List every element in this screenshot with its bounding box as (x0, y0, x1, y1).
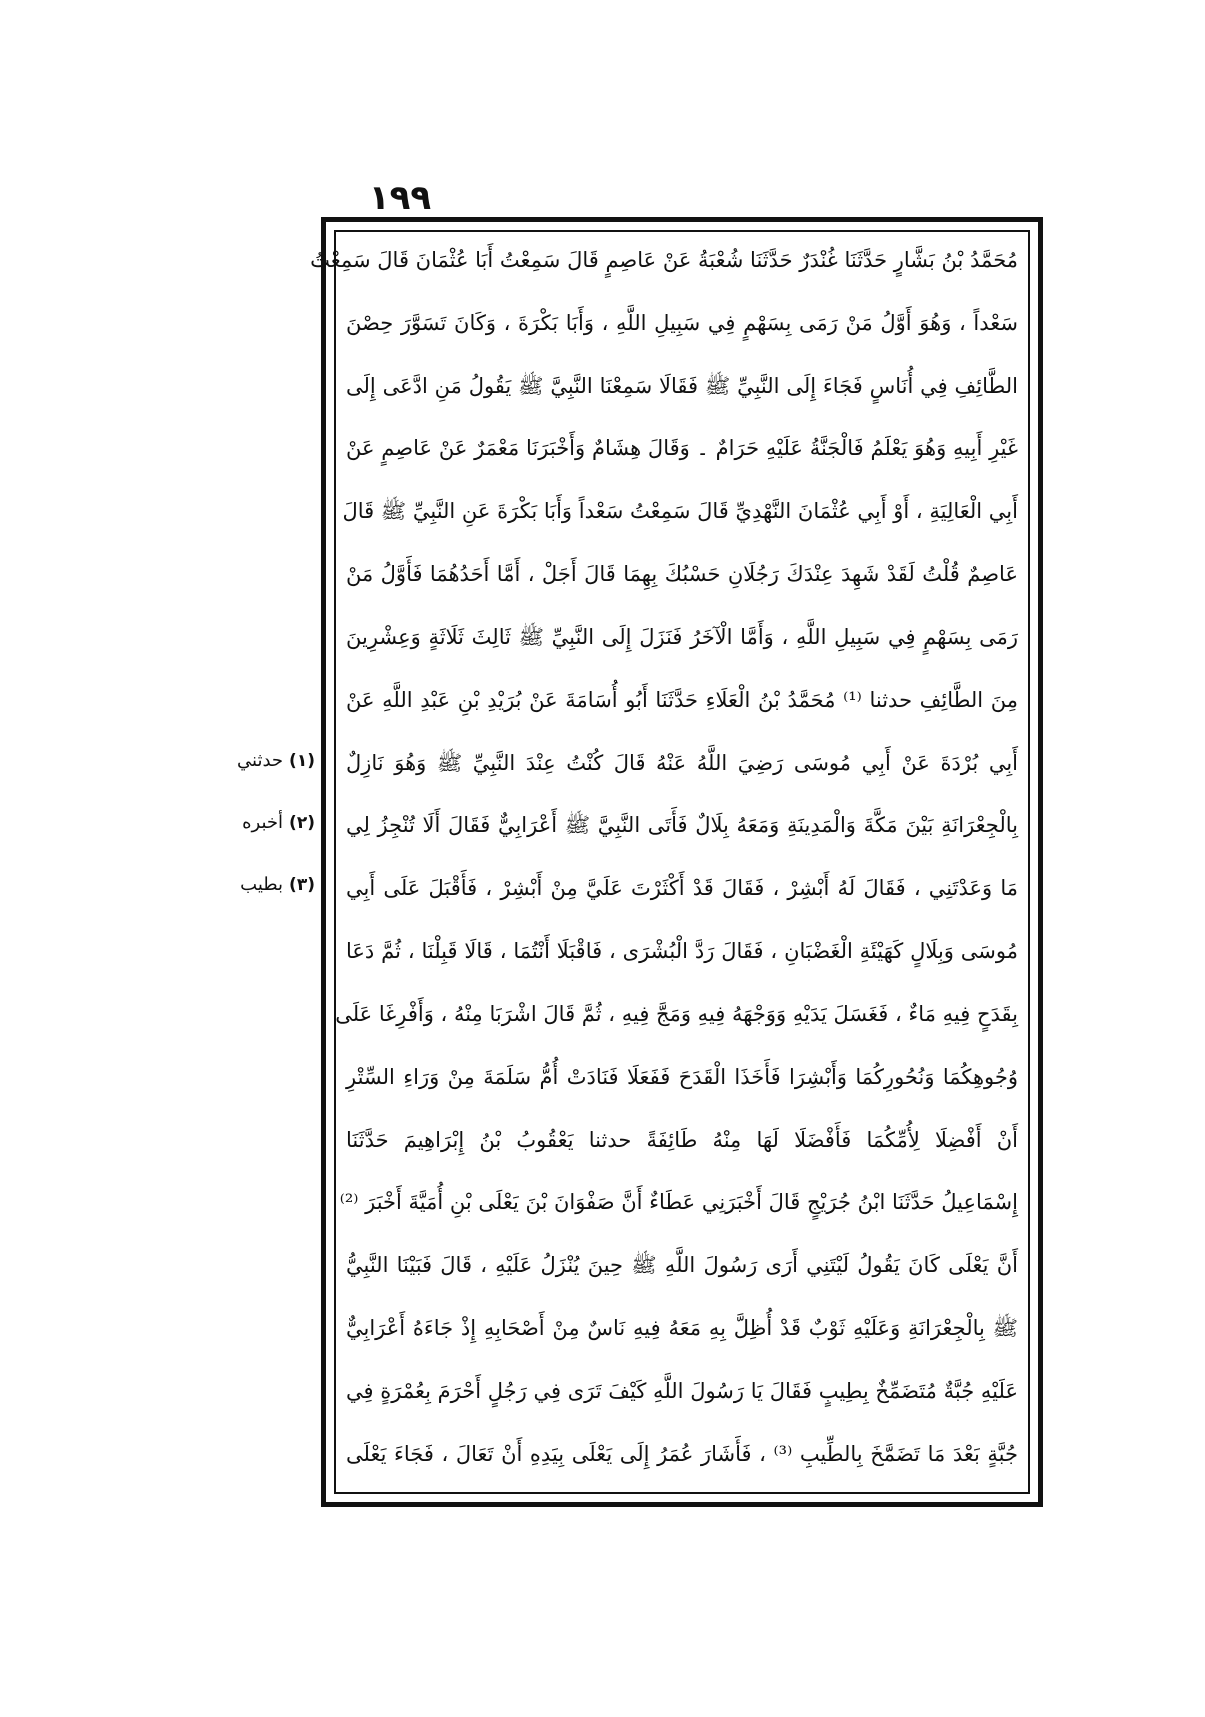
text-line: مِنَ الطَّائِفِ حدثنا ⁽¹⁾ مُحَمَّدُ بْنُ الْعَلَاءِ حَدَّثَنَا أَبُو أُسَامَةَ عَنْ بُرَيْدِ بْنِ عَبْدِ اللَّهِ عَنْ (346, 687, 1018, 712)
text-line: مُوسَى وَبِلَالٍ كَهَيْئَةِ الْغَضْبَانِ ، فَقَالَ رَدَّ الْبُشْرَى ، فَاقْبَلَا أَنْتُمَا ، قَالَا قَبِلْنَا ، ثُمَّ دَعَا (346, 939, 1018, 964)
margin-note-text: حدثني (237, 750, 284, 771)
text-line: أَنَّ يَعْلَى كَانَ يَقُولُ لَيْتَنِي أَرَى رَسُولَ اللَّهِ ﷺ حِينَ يُنْزَلُ عَلَيْهِ ، قَالَ فَبَيْنَا النَّبِيُّ (346, 1253, 1018, 1278)
margin-note-number: (٢) (289, 813, 315, 833)
text-line: إِسْمَاعِيلُ حَدَّثَنَا ابْنُ جُرَيْجٍ قَالَ أَخْبَرَنِي عَطَاءٌ أَنَّ صَفْوَانَ بْنَ يَعْلَى بْنِ أُمَيَّةَ أَخْبَرَ ⁽²⁾ (339, 1190, 1018, 1215)
text-line: ﷺ بِالْجِعْرَانَةِ وَعَلَيْهِ ثَوْبٌ قَدْ أُظِلَّ بِهِ مَعَهُ فِيهِ نَاسٌ مِنْ أَصْحَابِهِ إِذْ جَاءَهُ أَعْرَابِيٌّ (346, 1316, 1018, 1341)
text-line: وُجُوهِكُمَا وَنُحُورِكُمَا وَأَبْشِرَا فَأَخَذَا الْقَدَحَ فَفَعَلَا فَنَادَتْ أُمُّ سَلَمَةَ مِنْ وَرَاءِ السِّتْرِ (346, 1064, 1018, 1089)
text-line: عَلَيْهِ جُبَّةٌ مُتَضَمِّخٌ بِطِيبٍ فَقَالَ يَا رَسُولَ اللَّهِ كَيْفَ تَرَى فِي رَجُلٍ أَحْرَمَ بِعُمْرَةٍ فِي (346, 1378, 1018, 1403)
margin-note-text: بطيب (240, 874, 284, 895)
text-line: مَا وَعَدْتَنِي ، فَقَالَ لَهُ أَبْشِرْ ، فَقَالَ قَدْ أَكْثَرْتَ عَلَيَّ مِنْ أَبْشِرْ ، فَأَقْبَلَ عَلَى أَبِي (346, 876, 1018, 901)
text-line: غَيْرِ أَبِيهِ وَهُوَ يَعْلَمُ فَالْجَنَّةُ عَلَيْهِ حَرَامٌ ۔ وَقَالَ هِشَامٌ وَأَخْبَرَنَا مَعْمَرٌ عَنْ عَاصِمٍ عَنْ (346, 436, 1018, 461)
text-block (310, 240, 1022, 1486)
text-line: عَاصِمٌ قُلْتُ لَقَدْ شَهِدَ عِنْدَكَ رَجُلَانِ حَسْبُكَ بِهِمَا قَالَ أَجَلْ ، أَمَّا أَحَدُهُمَا فَأَوَّلُ مَنْ (346, 562, 1018, 587)
margin-note-number: (١) (289, 751, 315, 771)
text-line: الطَّائِفِ فِي أُنَاسٍ فَجَاءَ إِلَى النَّبِيِّ ﷺ فَقَالَا سَمِعْنَا النَّبِيَّ ﷺ يَقُولُ مَنِ ادَّعَى إِلَى (346, 373, 1018, 398)
text-line: رَمَى بِسَهْمٍ فِي سَبِيلِ اللَّهِ ، وَأَمَّا الْآخَرُ فَنَزَلَ إِلَى النَّبِيِّ ﷺ ثَالِثَ ثَلَاثَةٍ وَعِشْرِينَ (346, 624, 1018, 649)
margin-note (215, 874, 315, 936)
text-line: أَنْ أَفْضِلَا لِأُمِّكُمَا فَأَفْضَلَا لَهَا مِنْهُ طَائِفَةً حدثنا يَعْقُوبُ بْنُ إِبْرَاهِيمَ حَدَّثَنَا (346, 1127, 1018, 1152)
text-line: أَبِي بُرْدَةَ عَنْ أَبِي مُوسَى رَضِيَ اللَّهُ عَنْهُ قَالَ كُنْتُ عِنْدَ النَّبِيِّ ﷺ وَهُوَ نَازِلٌ (346, 750, 1018, 775)
text-line: سَعْداً ، وَهُوَ أَوَّلُ مَنْ رَمَى بِسَهْمٍ فِي سَبِيلِ اللَّهِ ، وَأَبَا بَكْرَةَ ، وَكَانَ تَسَوَّرَ حِصْنَ (346, 310, 1018, 335)
text-line: بِالْجِعْرَانَةِ بَيْنَ مَكَّةَ وَالْمَدِينَةِ وَمَعَهُ بِلَالٌ فَأَتَى النَّبِيَّ ﷺ أَعْرَابِيٌّ فَقَالَ أَلَا تُنْجِزُ لِي (346, 813, 1018, 838)
margin-note (215, 812, 315, 874)
margin-note-text: أخبره (242, 812, 284, 833)
text-line: بِقَدَحٍ فِيهِ مَاءٌ ، فَغَسَلَ يَدَيْهِ وَوَجْهَهُ فِيهِ وَمَجَّ فِيهِ ، ثُمَّ قَالَ اشْرَبَا مِنْهُ ، وَأَفْرِغَا عَلَى (335, 1001, 1018, 1026)
page-number: ١٩٩ (368, 178, 432, 218)
margin-notes (215, 750, 315, 936)
text-line: مُحَمَّدُ بْنُ بَشَّارٍ حَدَّثَنَا غُنْدَرٌ حَدَّثَنَا شُعْبَةُ عَنْ عَاصِمٍ قَالَ سَمِعْتُ أَبَا عُثْمَانَ قَالَ سَمِعْتُ (310, 248, 1018, 272)
margin-note-number: (٣) (289, 875, 315, 895)
text-line: أَبِي الْعَالِيَةِ ، أَوْ أَبِي عُثْمَانَ النَّهْدِيِّ قَالَ سَمِعْتُ سَعْداً وَأَبَا بَكْرَةَ عَنِ النَّبِيِّ ﷺ قَالَ (342, 499, 1018, 524)
text-line: جُبَّةٍ بَعْدَ مَا تَضَمَّخَ بِالطِّيبِ ⁽³⁾ ، فَأَشَارَ عُمَرُ إِلَى يَعْلَى بِيَدِهِ أَنْ تَعَالَ ، فَجَاءَ يَعْلَى (346, 1441, 1018, 1466)
margin-note (215, 750, 315, 812)
